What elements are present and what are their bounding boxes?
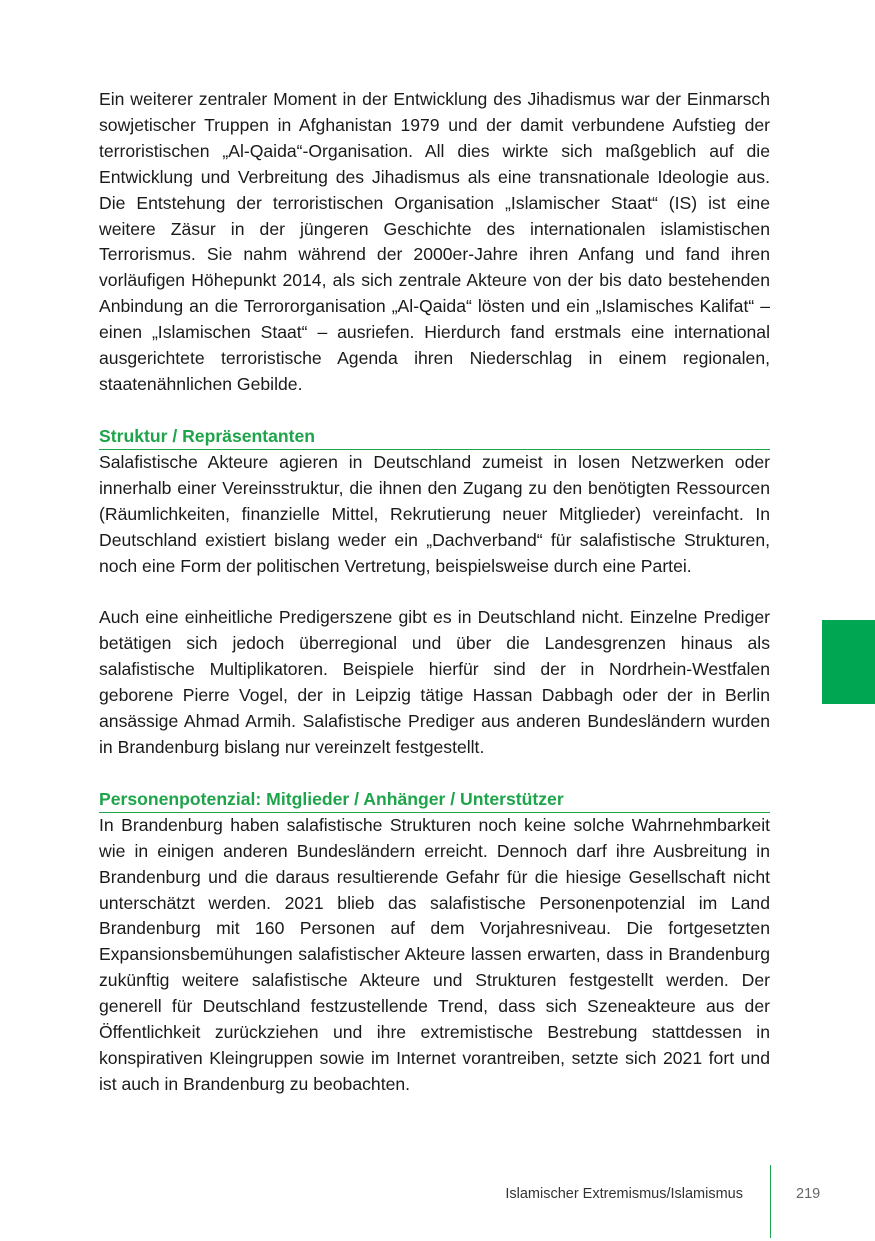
paragraph-gap (99, 579, 770, 605)
section-heading-personnel: Personenpotenzial: Mitglieder / Anhänger / Unterstützer (99, 787, 770, 813)
paragraph-preachers: Auch eine einheitliche Predigerszene gibt es in Deutschland nicht. Einzelne Prediger betätigen sich jedoch überregional und über die Landesgrenzen hinaus als salafistische Multiplikatoren. Beispiele hierfür sind der in Nordrhein-Westfalen geborene Pierre Vogel, der in Leipzig tätige Hassan Dabbagh oder der in Berlin ansässige Ahmad Armih. Salafistische Prediger aus anderen Bundesländern wurden in Brandenburg bislang nur vereinzelt festgestellt. (99, 607, 770, 757)
paragraph-gap (99, 761, 770, 787)
paragraph-gap (99, 398, 770, 424)
section-heading-structure: Struktur / Repräsentanten (99, 424, 770, 450)
paragraph-structure: Salafistische Akteure agieren in Deutschland zumeist in losen Netzwerken oder innerhalb einer Vereinsstruktur, die ihnen den Zugang zu den benötigten Ressourcen (Räumlichkeiten, finanzielle Mittel, Rekrutierung neuer Mitglieder) vereinfacht. In Deutschland existiert bislang weder ein „Dachverband“ für salafistische Strukturen, noch eine Form der politischen Vertretung, beispielsweise durch eine Partei. (99, 451, 770, 576)
footer-section-title: Islamischer Extremismus/Islamismus (505, 1186, 743, 1202)
paragraph-personnel: In Brandenburg haben salafistische Strukturen noch keine solche Wahrnehmbarkeit wie in einigen anderen Bundesländern erreicht. Dennoch darf ihre Ausbreitung in Brandenburg und die daraus resultierende Gefahr für die hiesige Gesellschaft nicht unterschätzt werden. 2021 blieb das salafistische Personenpotenzial im Land Brandenburg mit 160 Personen auf dem Vorjahresniveau. Die fortgesetzten Expansionsbemühungen salafistischer Akteure lassen erwarten, dass in Brandenburg zukünftig weitere salafistische Akteure und Strukturen festgestellt werden. Der generell für Deutschland festzustellende Trend, dass sich Szeneakteure aus der Öffentlichkeit zurückziehen und ihre extremistische Bestrebung stattdessen in konspirativen Kleingruppen sowie im Internet vorantreiben, setzte sich 2021 fort und ist auch in Brandenburg zu beobachten. (99, 814, 770, 1094)
page-number: 219 (796, 1186, 821, 1202)
footer-divider (770, 1165, 771, 1238)
page-content (99, 87, 770, 1098)
chapter-marker-tab (822, 620, 875, 704)
paragraph-jihadism-history: Ein weiterer zentraler Moment in der Entwicklung des Jihadismus war der Einmarsch sowjetischer Truppen in Afghanistan 1979 und der damit verbundene Aufstieg der terroristischen „Al-Qaida“-Organisation. All dies wirkte sich maßgeblich auf die Entwicklung und Verbreitung des Jihadismus als eine transnationale Ideologie aus. Die Entstehung der terroristischen Organisation „Islamischer Staat“ (IS) ist eine weitere Zäsur in der jüngeren Geschichte des internationalen islamistischen Terrorismus. Sie nahm während der 2000er-Jahre ihren Anfang und fand ihren vorläufigen Höhepunkt 2014, als sich zentrale Akteure von der bis dato bestehenden Anbindung an die Terrororganisation „Al-Qaida“ lösten und ein „Islamisches Kalifat“ – einen „Islamischen Staat“ – ausriefen. Hierdurch fand erstmals eine international ausgerichtete terroristische Agenda ihren Niederschlag in einem regionalen, staatenähnlichen Gebilde. (99, 89, 770, 394)
